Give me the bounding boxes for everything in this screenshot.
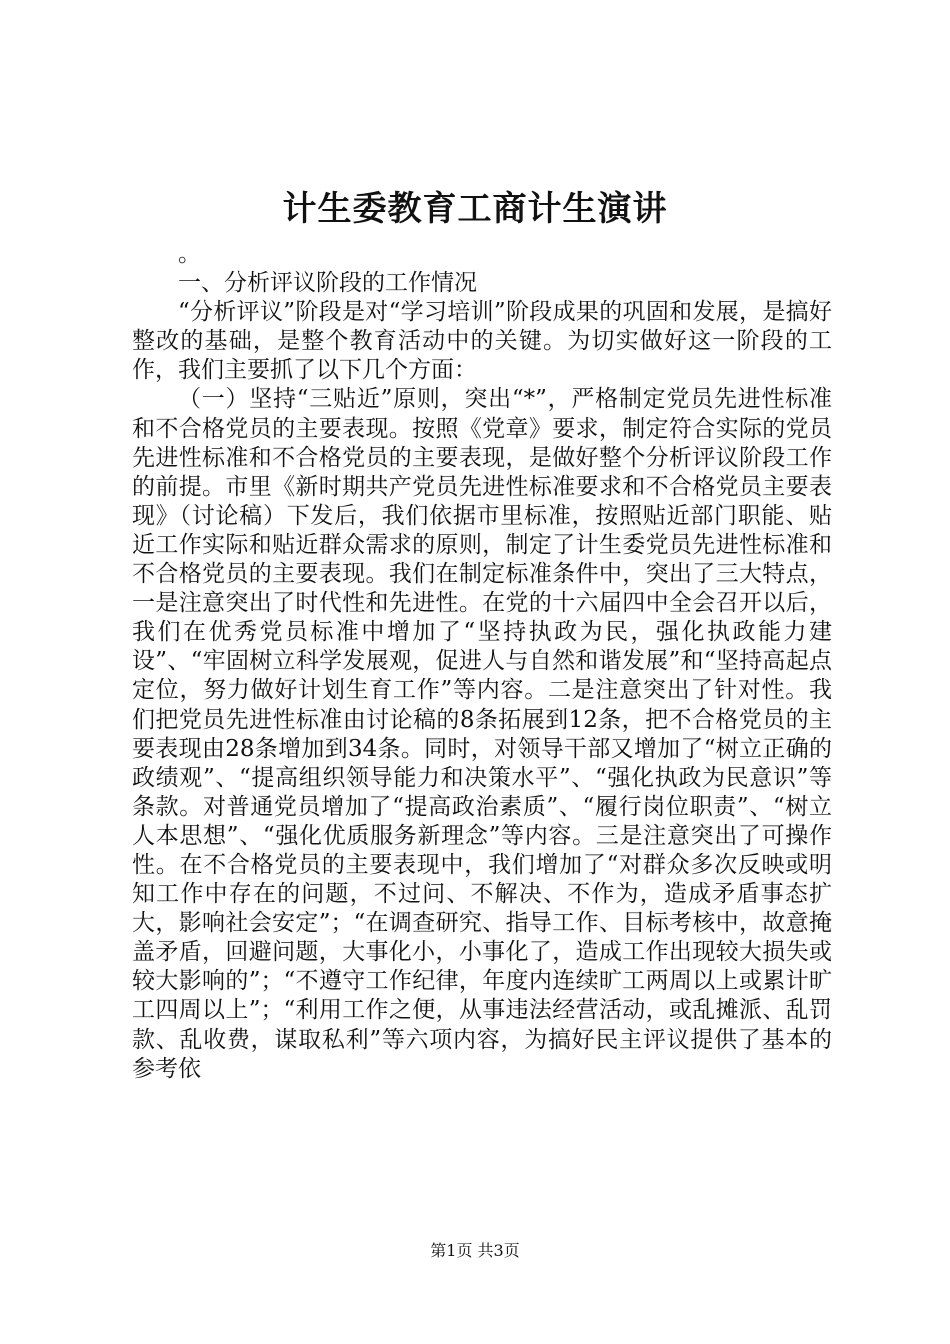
page-footer: 第1页 共3页 bbox=[430, 1241, 520, 1260]
document-title: 计生委教育工商计生演讲 bbox=[282, 189, 668, 229]
paragraph-punctuation: 。 bbox=[178, 241, 201, 267]
document-body bbox=[132, 240, 832, 1084]
paragraph-section-one: （一）坚持“三贴近”原则，突出“*”，严格制定党员先进性标准和不合格党员的主要表现。按照《党章》要求，制定符合实际的党员先进性标准和不合格党员的主要表现，是做好整个分析评议阶段工作的前提。市里《新时期共产党员先进性标准要求和不合格党员主要表现》（讨论稿）下发后，我们依据市里标准，按照贴近部门职能、贴近工作实际和贴近群众需求的原则，制定了计生委党员先进性标准和不合格党员的主要表现。我们在制定标准条件中，突出了三大特点，一是注意突出了时代性和先进性。在党的十六届四中全会召开以后，我们在优秀党员标准中增加了“坚持执政为民，强化执政能力建设”、“牢固树立科学发展观，促进人与自然和谐发展”和“坚持高起点定位，努力做好计划生育工作”等内容。二是注意突出了针对性。我们把党员先进性标准由讨论稿的8条拓展到12条，把不合格党员的主要表现由28条增加到34条。同时，对领导干部又增加了“树立正确的政绩观”、“提高组织领导能力和决策水平”、“强化执政为民意识”等条款。对普通党员增加了“提高政治素质”、“履行岗位职责”、“树立人本思想”、“强化优质服务新理念”等内容。三是注意突出了可操作性。在不合格党员的主要表现中，我们增加了“对群众多次反映或明知工作中存在的问题，不过问、不解决、不作为，造成矛盾事态扩大，影响社会安定”；“在调查研究、指导工作、目标考核中，故意掩盖矛盾，回避问题，大事化小，小事化了，造成工作出现较大损失或较大影响的”；“不遵守工作纪律，年度内连续旷工两周以上或累计旷工四周以上”；“利用工作之便，从事违法经营活动，或乱摊派、乱罚款、乱收费，谋取私利”等六项内容，为搞好民主评议提供了基本的参考依 bbox=[132, 386, 832, 1082]
section-heading: 一、分析评议阶段的工作情况 bbox=[178, 270, 477, 297]
paragraph-intro: “分析评议”阶段是对“学习培训”阶段成果的巩固和发展，是搞好整改的基础，是整个教育活动中的关键。为切实做好这一阶段的工作，我们主要抓了以下几个方面： bbox=[132, 299, 832, 384]
